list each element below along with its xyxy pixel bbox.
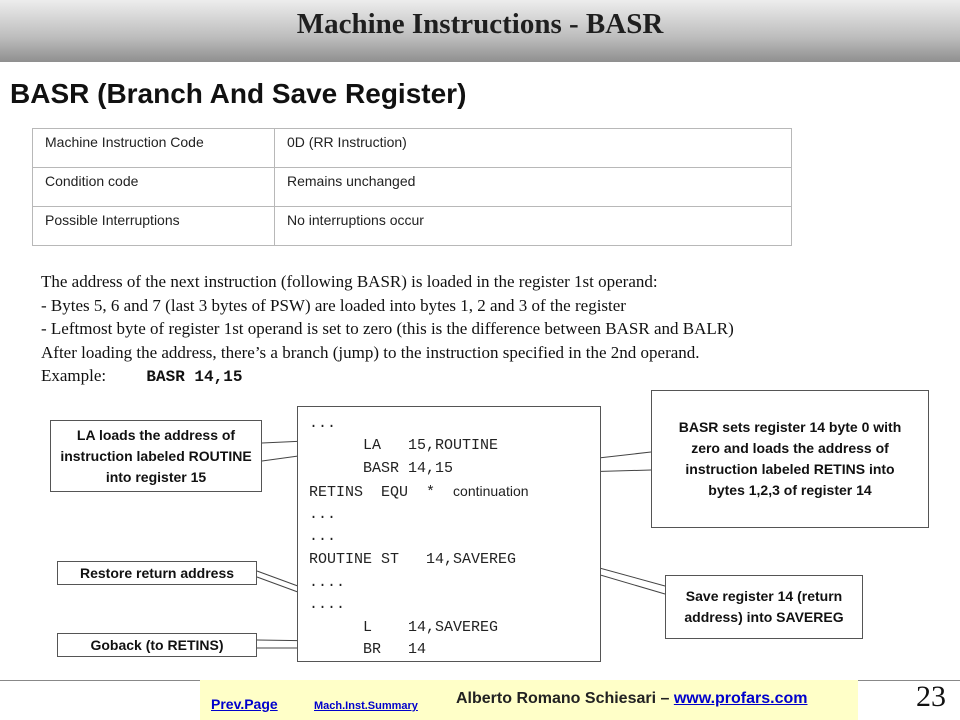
table-cell-label: Possible Interruptions (33, 207, 275, 246)
table-row (33, 168, 792, 207)
code-line (309, 483, 529, 501)
slide-title: Machine Instructions - BASR (296, 8, 664, 40)
example-label: Example: (41, 366, 107, 385)
callout-goback: Goback (to RETINS) (57, 633, 257, 657)
code-line: .... (309, 596, 346, 613)
callout-la: LA loads the address of instruction labeled ROUTINE into register 15 (50, 420, 262, 492)
example-line (41, 364, 941, 390)
author-website-link[interactable]: www.profars.com (673, 690, 808, 707)
callout-save: Save register 14 (return address) into SAVEREG (665, 575, 863, 639)
section-heading: BASR (Branch And Save Register) (10, 78, 467, 109)
table-row (33, 207, 792, 246)
callout-restore: Restore return address (57, 561, 257, 585)
table-cell-label: Condition code (33, 168, 275, 207)
code-line: ROUTINE ST 14,SAVEREG (309, 551, 517, 568)
code-line: BR 14 (309, 641, 427, 658)
description-text (41, 270, 941, 390)
table-cell-value: No interruptions occur (275, 207, 792, 246)
description-line: - Bytes 5, 6 and 7 (last 3 bytes of PSW) are loaded into bytes 1, 2 and 3 of the register (41, 295, 626, 315)
description-line: - Leftmost byte of register 1st operand is set to zero (this is the difference between BASR and BALR) (41, 319, 734, 338)
code-line: ... (309, 528, 337, 545)
description-line: The address of the next instruction (following BASR) is loaded in the register 1st operand: (41, 272, 658, 291)
prev-page-link[interactable]: Prev.Page (211, 696, 278, 712)
code-line: ... (309, 506, 337, 523)
code-text: RETINS EQU * (309, 484, 454, 501)
description-line: After loading the address, there’s a branch (jump) to the instruction specified in the 2nd operand. (41, 342, 700, 362)
table-cell-label: Machine Instruction Code (33, 129, 275, 168)
page-number: 23 (916, 680, 946, 713)
code-line: L 14,SAVEREG (309, 619, 499, 636)
author-credit (456, 690, 808, 708)
instruction-info-table (32, 128, 792, 246)
code-line: .... (309, 574, 346, 591)
table-cell-value: Remains unchanged (275, 168, 792, 207)
summary-link[interactable]: Mach.Inst.Summary (314, 700, 418, 712)
table-cell-value: 0D (RR Instruction) (275, 129, 792, 168)
table-row (33, 129, 792, 168)
example-code: BASR 14,15 (146, 368, 243, 386)
author-name: Alberto Romano Schiesari – (456, 690, 674, 707)
code-line: BASR 14,15 (309, 460, 454, 477)
code-line: LA 15,ROUTINE (309, 437, 499, 454)
code-listing (297, 406, 601, 662)
callout-basr: BASR sets register 14 byte 0 with zero and loads the address of instruction labeled RETINS into bytes 1,2,3 of register 14 (651, 390, 929, 528)
code-line: ... (309, 415, 337, 432)
code-comment: continuation (453, 483, 529, 499)
